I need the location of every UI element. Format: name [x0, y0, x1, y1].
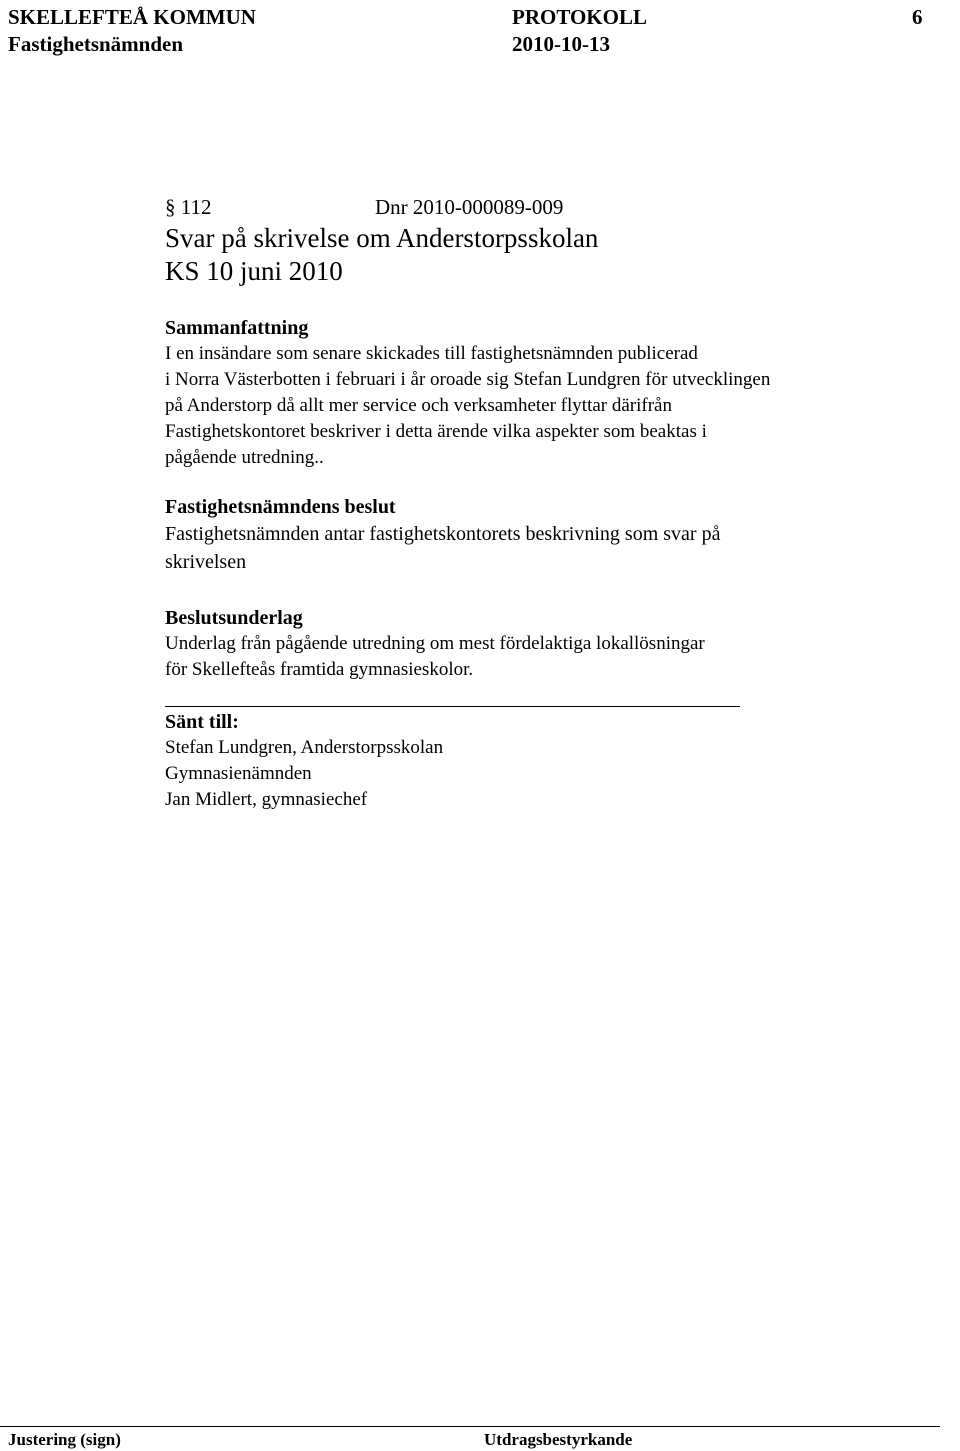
case-dnr: Dnr 2010-000089-009 — [375, 195, 564, 219]
header-org: SKELLEFTEÅ KOMMUN — [8, 5, 256, 29]
decision-heading: Fastighetsnämndens beslut — [165, 496, 396, 518]
summary-line: I en insändare som senare skickades till fastighetsnämnden publicerad — [165, 343, 698, 364]
decision-line: skrivelsen — [165, 551, 247, 573]
basis-line: för Skellefteås framtida gymnasieskolor. — [165, 659, 474, 680]
sent-to-heading: Sänt till: — [165, 711, 239, 733]
recipient: Stefan Lundgren, Anderstorpsskolan — [165, 737, 444, 758]
summary-line: på Anderstorp då allt mer service och verksamheter flyttar därifrån — [165, 395, 672, 416]
header-doc-type: PROTOKOLL — [512, 5, 647, 29]
summary-section — [165, 315, 925, 471]
summary-line: pågående utredning.. — [165, 447, 324, 468]
recipient: Jan Midlert, gymnasiechef — [165, 789, 368, 810]
recipient: Gymnasienämnden — [165, 763, 312, 784]
decision-line: Fastighetsnämnden antar fastighetskontorets beskrivning som svar på — [165, 523, 721, 545]
header-page-number: 6 — [912, 5, 923, 29]
sent-to-section — [165, 709, 925, 813]
summary-line: Fastighetskontoret beskriver i detta ärende vilka aspekter som beaktas i — [165, 421, 707, 442]
basis-section — [165, 605, 925, 683]
basis-heading: Beslutsunderlag — [165, 607, 303, 629]
header-date: 2010-10-13 — [512, 32, 610, 56]
footer-utdragsbestyrkande: Utdragsbestyrkande — [484, 1430, 633, 1449]
paragraph-number: § 112 — [165, 195, 212, 219]
footer-justering: Justering (sign) — [8, 1430, 121, 1449]
summary-line: i Norra Västerbotten i februari i år oroade sig Stefan Lundgren för utvecklingen — [165, 369, 771, 390]
header-committee: Fastighetsnämnden — [8, 32, 184, 56]
case-title: Svar på skrivelse om Anderstorpsskolan — [165, 223, 599, 253]
case-subtitle: KS 10 juni 2010 — [165, 256, 343, 286]
separator-rule — [165, 706, 740, 707]
summary-heading: Sammanfattning — [165, 317, 309, 339]
case-block — [165, 193, 925, 288]
footer-rule — [0, 1426, 940, 1427]
basis-line: Underlag från pågående utredning om mest fördelaktiga lokallösningar — [165, 633, 705, 654]
decision-section — [165, 494, 925, 576]
